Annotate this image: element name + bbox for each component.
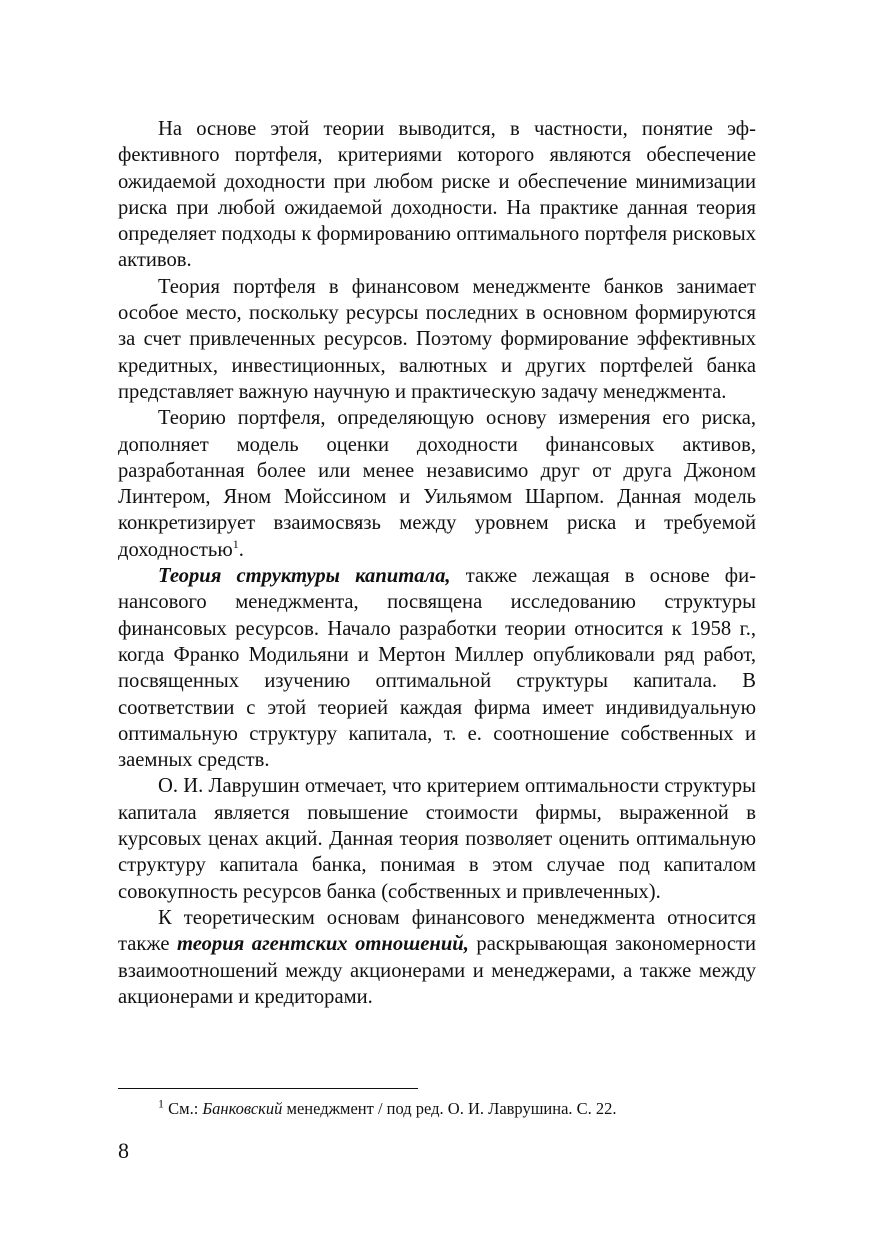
- paragraph-portfolio-in-banks: [118, 274, 756, 405]
- footnote-mark: 1: [158, 1096, 164, 1111]
- footnote-source-italic: Банковский: [202, 1099, 283, 1118]
- paragraph-asset-pricing-model: [118, 405, 756, 563]
- main-text: [118, 116, 756, 1010]
- paragraph-text: Теория портфеля в финансовом менеджменте банков занимает особое место, поскольку ресурсы последних в основном формируются за счет привлеченных ресурсов. Поэтому формирование эффективных кредитных, инвестиционных, валютных и других портфелей банка представляет важную научную и практическую задачу менеджмента.: [118, 275, 756, 403]
- paragraph-lavrushin-criterion: [118, 773, 756, 904]
- footnote: [158, 1098, 756, 1120]
- paragraph-text: раскрывающая закономерности взаимоотношений между акционерами и менеджерами, а также между акционерами и кредиторами.: [118, 933, 756, 1008]
- footnote-prefix: См.:: [164, 1099, 203, 1118]
- paragraph-text-end: .: [238, 538, 244, 561]
- paragraph-text: Теорию портфеля, определяющую основу измерения его риска, дополняет модель оценки доходности финансовых активов, разработанная более или менее независимо друг от друга Джоном Линтером, Яном Мойссином и Уильямом Шарпом. Данная модель конкретизирует взаимосвязь между уровнем риска и требуемой доходностью: [118, 407, 756, 561]
- paragraph-text: На основе этой теории выводится, в частности, понятие эффективного портфеля, критериями которого являются обеспечение ожидаемой доходности при любом риске и обеспечение минимизации риска при любой ожидаемой доходности. На практике данная теория определяет подходы к формированию оптимального портфеля рисковых активов.: [118, 118, 756, 272]
- paragraph-text: О. И. Лаврушин отмечает, что критерием оптимальности структуры капитала является повышение стоимости фирмы, выраженной в курсовых ценах акций. Данная теория позволяет оценить оптимальную структуру капитала банка, понимая в этом случае под капиталом совокупность ресурсов банка (собственных и привлеченных).: [118, 775, 756, 903]
- emphasized-term: теория агентских отношений,: [177, 933, 469, 956]
- page-number: 8: [118, 1138, 129, 1163]
- footnote-separator: [118, 1088, 418, 1089]
- emphasized-term: Теория структуры капитала,: [158, 565, 451, 588]
- paragraph-text-start: К теоретическим основам финансового менеджмента относится также: [118, 906, 756, 956]
- paragraph-capital-structure-theory: [118, 563, 756, 773]
- paragraph-agency-theory: [118, 905, 756, 1010]
- footnote-reference[interactable]: 1: [232, 536, 239, 551]
- footnote-source-rest: менеджмент / под ред. О. И. Лаврушина. С. 22.: [282, 1099, 617, 1118]
- paragraph-portfolio-theory-basis: [118, 116, 756, 274]
- paragraph-text: также лежащая в основе финансового менеджмента, посвящена исследованию структуры финансовых ресурсов. Начало разработки теории относится к 1958 г., когда Франко Модильяни и Мертон Миллер опубликовали ряд работ, посвященных изучению оптимальной структуры капитала. В соответствии с этой теорией каждая фирма имеет индивидуальную оптимальную структуру капитала, т. е. соотношение собственных и заемных средств.: [118, 565, 756, 772]
